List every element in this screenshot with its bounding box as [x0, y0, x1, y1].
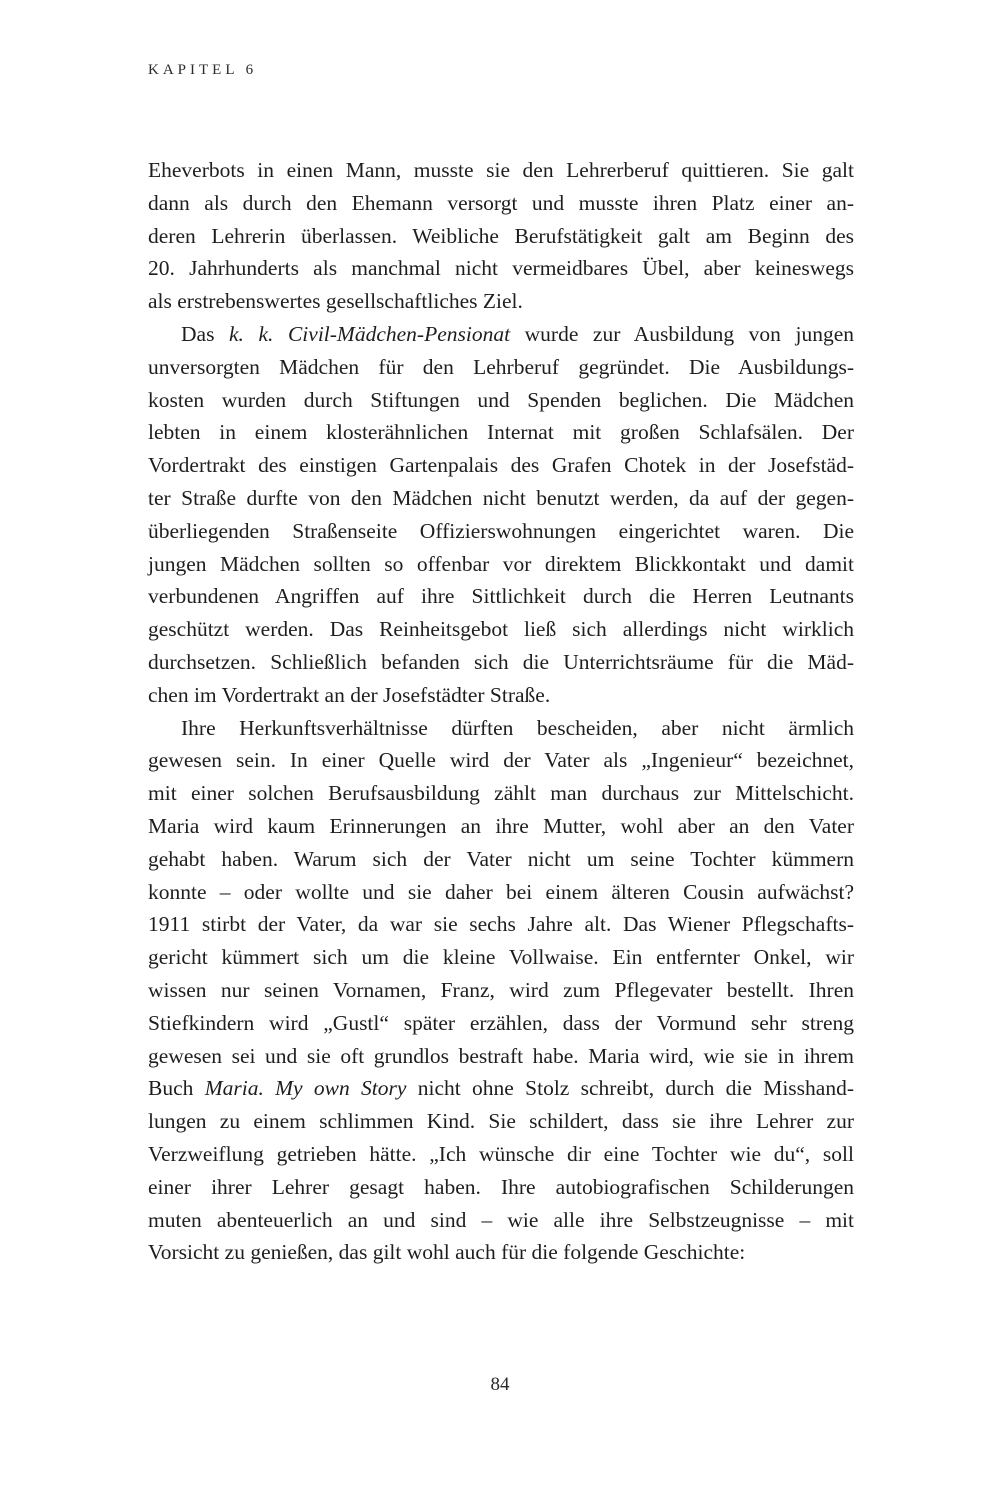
text-run: lebten in einem klosterähnlichen Internat mit großen Schlafsälen. Der [148, 420, 854, 445]
text-line [148, 843, 854, 876]
text-line [148, 712, 854, 745]
text-run: konnte – oder wollte und sie daher bei einem älteren Cousin aufwächst? [148, 879, 854, 904]
text-line [148, 777, 854, 810]
text-line [148, 1204, 854, 1237]
text-line [148, 482, 854, 515]
text-run: überliegenden Straßenseite Offizierswohnungen eingerichtet waren. Die [148, 518, 854, 543]
text-line [148, 384, 854, 417]
text-run: wurde zur Ausbildung von jungen [510, 321, 854, 346]
text-run: ter Straße durfte von den Mädchen nicht benutzt werden, da auf der gegen- [148, 485, 854, 510]
text-line [148, 613, 854, 646]
text-run: einer ihrer Lehrer gesagt haben. Ihre autobiografischen Schilderungen [148, 1174, 854, 1199]
text-run: verbundenen Angriffen auf ihre Sittlichkeit durch die Herren Leutnants [148, 584, 854, 609]
text-run: wissen nur seinen Vornamen, Franz, wird zum Pflegevater bestellt. Ihren [148, 977, 854, 1002]
text-run: Vorsicht zu genießen, das gilt wohl auch für die folgende Geschichte: [148, 1240, 746, 1265]
italic-title: Maria. My own Story [204, 1076, 407, 1101]
text-line [148, 646, 854, 679]
text-line [148, 416, 854, 449]
text-run: geschützt werden. Das Reinheitsgebot ließ sich allerdings nicht wirklich [148, 617, 854, 642]
text-line [148, 679, 854, 712]
text-line [148, 187, 854, 220]
body-text [148, 154, 854, 1269]
text-line [148, 515, 854, 548]
text-line [148, 876, 854, 909]
text-run: mit einer solchen Berufsausbildung zählt man durchaus zur Mittelschicht. [148, 781, 854, 806]
text-line [148, 449, 854, 482]
text-line [148, 154, 854, 187]
text-line [148, 252, 854, 285]
text-line [148, 974, 854, 1007]
paragraph [148, 318, 854, 712]
text-run: als erstrebenswertes gesellschaftliches Ziel. [148, 289, 523, 314]
text-run: kosten wurden durch Stiftungen und Spenden beglichen. Die Mädchen [148, 387, 854, 412]
text-line [148, 548, 854, 581]
text-line [148, 1138, 854, 1171]
text-run: durchsetzen. Schließlich befanden sich die Unterrichtsräume für die Mäd- [148, 649, 854, 674]
text-line [148, 318, 854, 351]
text-line [148, 285, 854, 318]
text-line [148, 908, 854, 941]
text-run: Vordertrakt des einstigen Gartenpalais des Grafen Chotek in der Josefstäd- [148, 453, 854, 478]
text-line [148, 744, 854, 777]
paragraph [148, 712, 854, 1270]
text-run: 1911 stirbt der Vater, da war sie sechs Jahre alt. Das Wiener Pflegschafts- [148, 912, 854, 937]
text-line [148, 1236, 854, 1269]
text-run: Stiefkindern wird „Gustl“ später erzählen, dass der Vormund sehr streng [148, 1010, 854, 1035]
text-run: jungen Mädchen sollten so offenbar vor direktem Blickkontakt und damit [148, 551, 854, 576]
italic-title: k. k. Civil-Mädchen-Pensionat [229, 321, 511, 346]
text-run: gewesen sein. In einer Quelle wird der Vater als „Ingenieur“ bezeichnet, [148, 748, 854, 773]
text-run: Ihre Herkunftsverhältnisse dürften bescheiden, aber nicht ärmlich [181, 715, 854, 740]
text-run: gewesen sei und sie oft grundlos bestraft habe. Maria wird, wie sie in ihrem [148, 1043, 854, 1068]
text-run: Eheverbots in einen Mann, musste sie den Lehrerberuf quittieren. Sie galt [148, 158, 854, 182]
text-line [148, 351, 854, 384]
text-run: 20. Jahrhunderts als manchmal nicht vermeidbares Übel, aber keineswegs [148, 256, 854, 281]
text-run: nicht ohne Stolz schreibt, durch die Misshand- [406, 1076, 854, 1101]
running-head: KAPITEL 6 [148, 62, 258, 78]
text-run: Das [181, 321, 229, 346]
paragraph [148, 154, 854, 318]
text-run: Buch [148, 1076, 205, 1101]
text-run: Maria wird kaum Erinnerungen an ihre Mutter, wohl aber an den Vater [148, 813, 854, 838]
text-run: chen im Vordertrakt an der Josefstädter Straße. [148, 682, 551, 707]
text-line [148, 1105, 854, 1138]
text-run: gehabt haben. Warum sich der Vater nicht um seine Tochter kümmern [148, 846, 854, 871]
text-run: muten abenteuerlich an und sind – wie alle ihre Selbstzeugnisse – mit [148, 1207, 854, 1232]
text-run: gericht kümmert sich um die kleine Vollwaise. Ein entfernter Onkel, wir [148, 945, 854, 970]
text-run: lungen zu einem schlimmen Kind. Sie schildert, dass sie ihre Lehrer zur [148, 1109, 854, 1134]
text-line [148, 1171, 854, 1204]
text-line [148, 810, 854, 843]
text-run: dann als durch den Ehemann versorgt und musste ihren Platz einer an- [148, 190, 854, 215]
text-line [148, 1040, 854, 1073]
text-line [148, 1007, 854, 1040]
text-line [148, 941, 854, 974]
text-line [148, 1072, 854, 1105]
text-line [148, 220, 854, 253]
text-run: unversorgten Mädchen für den Lehrberuf gegründet. Die Ausbildungs- [148, 354, 854, 379]
page-number: 84 [490, 1374, 510, 1395]
text-run: Verzweiflung getrieben hätte. „Ich wünsche dir eine Tochter wie du“, soll [148, 1141, 854, 1166]
text-line [148, 580, 854, 613]
text-run: deren Lehrerin überlassen. Weibliche Berufstätigkeit galt am Beginn des [148, 223, 854, 248]
